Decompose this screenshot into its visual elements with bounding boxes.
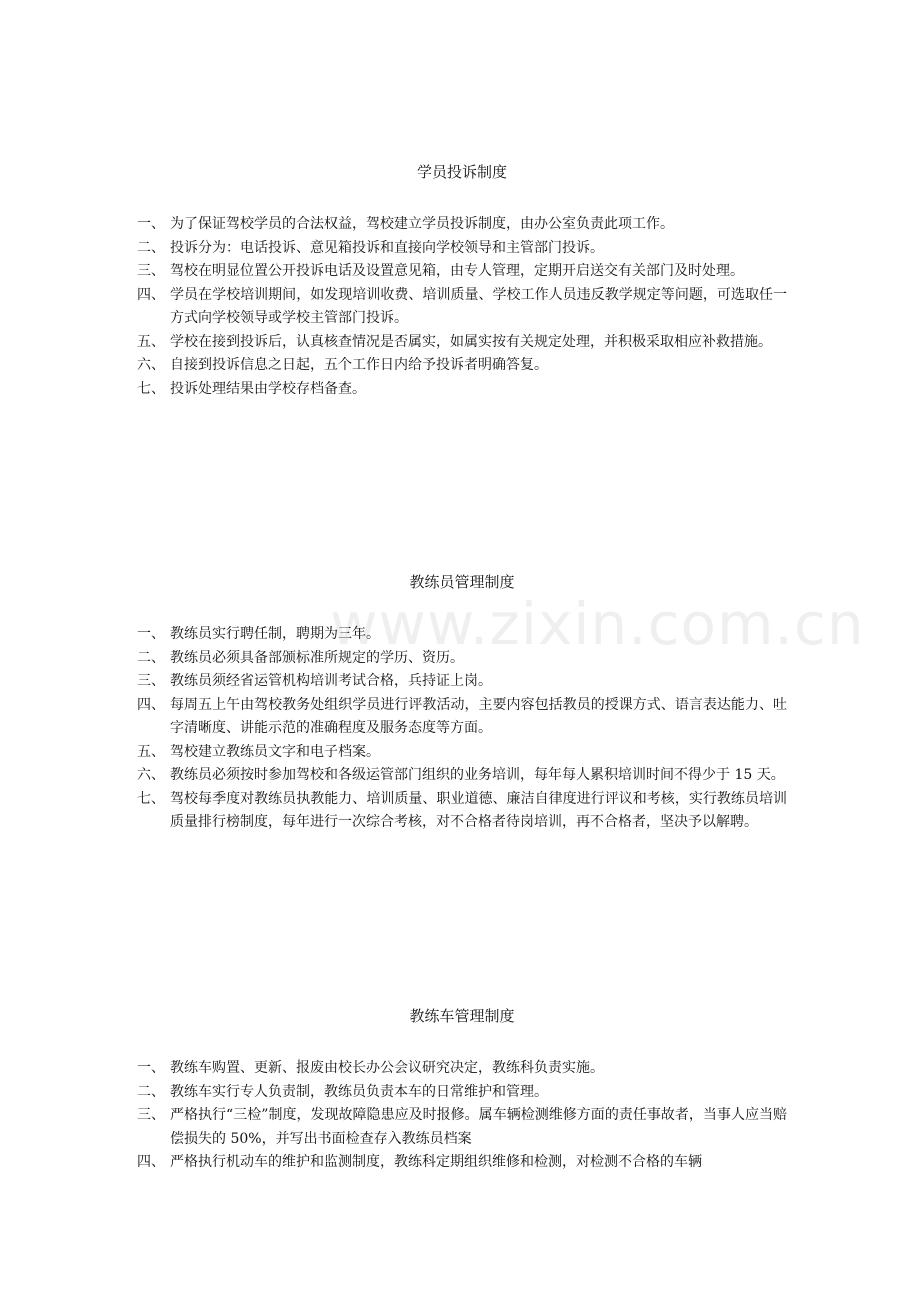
item-text: 为了保证驾校学员的合法权益，驾校建立学员投诉制度，由办公室负责此项工作。 <box>170 216 674 232</box>
item-text: 教练员必须具备部颁标准所规定的学历、资历。 <box>170 649 464 666</box>
list-item <box>137 284 787 331</box>
item-number: 一、 <box>137 626 165 642</box>
list-item <box>137 788 787 835</box>
item-number: 七、 <box>137 380 165 397</box>
item-number: 二、 <box>137 649 165 666</box>
section-title: 教练员管理制度 <box>409 573 515 591</box>
item-text: 教练员实行聘任制，聘期为三年。 <box>170 626 380 642</box>
item-number: 三、 <box>137 1107 165 1123</box>
item-text: 严格执行“三检”制度，发现故障隐患应及时报修。属车辆检测维修方面的责任事故者，当事人应当赔偿损失的 50%，并写出书面检查存入教练员档案 <box>170 1107 787 1147</box>
section-title: 教练车管理制度 <box>409 1007 515 1025</box>
item-text: 教练车购置、更新、报废由校长办公会议研究决定，教练科负责实施。 <box>170 1060 604 1076</box>
item-text: 自接到投诉信息之日起，五个工作日内给予投诉者明确答复。 <box>170 357 548 373</box>
list-item <box>137 237 787 261</box>
list-item <box>137 1151 787 1175</box>
list-item <box>137 623 787 647</box>
item-text: 投诉分为：电话投诉、意见箱投诉和直接向学校领导和主管部门投诉。 <box>170 239 604 256</box>
list-item <box>137 378 787 402</box>
item-number: 四、 <box>137 1154 165 1170</box>
item-number: 二、 <box>137 239 165 256</box>
item-text: 教练员必须按时参加驾校和各级运管部门组织的业务培训，每年每人累积培训时间不得少于 15 天。 <box>170 767 785 783</box>
list-item <box>137 670 787 694</box>
list-item <box>137 1081 787 1105</box>
list-item <box>137 647 787 671</box>
list-item <box>137 354 787 378</box>
item-number: 五、 <box>137 333 165 350</box>
list-item <box>137 694 787 741</box>
item-text: 教练员须经省运管机构培训考试合格，兵持证上岗。 <box>170 673 492 689</box>
item-text: 教练车实行专人负责制，教练员负责本车的日常维护和管理。 <box>170 1083 548 1100</box>
list-item <box>137 260 787 284</box>
item-text: 驾校在明显位置公开投诉电话及设置意见箱，由专人管理，定期开启送交有关部门及时处理。 <box>170 263 744 279</box>
item-number: 七、 <box>137 790 165 807</box>
item-number: 三、 <box>137 673 165 689</box>
section-coach-management <box>137 570 787 835</box>
item-text: 学校在接到投诉后，认真核查情况是否属实，如属实按有关规定处理，并积极采取相应补救措施。 <box>170 333 772 350</box>
item-text: 严格执行机动车的维护和监测制度，教练科定期组织维修和检测，对检测不合格的车辆 <box>170 1154 702 1170</box>
list-item <box>137 741 787 765</box>
list-item <box>137 1104 787 1151</box>
item-number: 四、 <box>137 286 165 303</box>
item-number: 二、 <box>137 1083 165 1100</box>
item-number: 三、 <box>137 263 165 279</box>
section-title: 学员投诉制度 <box>416 163 507 181</box>
list-item <box>137 213 787 237</box>
section-student-complaint <box>137 160 787 401</box>
item-number: 一、 <box>137 1060 165 1076</box>
item-number: 五、 <box>137 743 165 760</box>
list-item <box>137 331 787 355</box>
item-number: 六、 <box>137 767 165 783</box>
item-number: 一、 <box>137 216 165 232</box>
item-text: 驾校每季度对教练员执教能力、培训质量、职业道德、廉洁自律度进行评议和考核，实行教练员培训质量排行榜制度，每年进行一次综合考核，对不合格者待岗培训，再不合格者，坚决予以解聘。 <box>170 790 787 830</box>
item-text: 投诉处理结果由学校存档备查。 <box>170 380 366 397</box>
watermark: www.zixin.com.cn <box>330 590 865 658</box>
item-text: 每周五上午由驾校教务处组织学员进行评教活动，主要内容包括教员的授课方式、语言表达能力、吐字清晰度、讲能示范的准确程度及服务态度等方面。 <box>170 696 787 736</box>
item-number: 四、 <box>137 696 165 713</box>
list-item <box>137 1057 787 1081</box>
item-number: 六、 <box>137 357 165 373</box>
item-text: 驾校建立教练员文字和电子档案。 <box>170 743 380 760</box>
section-training-car-management <box>137 1004 787 1175</box>
list-item <box>137 764 787 788</box>
item-text: 学员在学校培训期间，如发现培训收费、培训质量、学校工作人员违反教学规定等问题，可选取任一方式向学校领导或学校主管部门投诉。 <box>170 286 787 326</box>
